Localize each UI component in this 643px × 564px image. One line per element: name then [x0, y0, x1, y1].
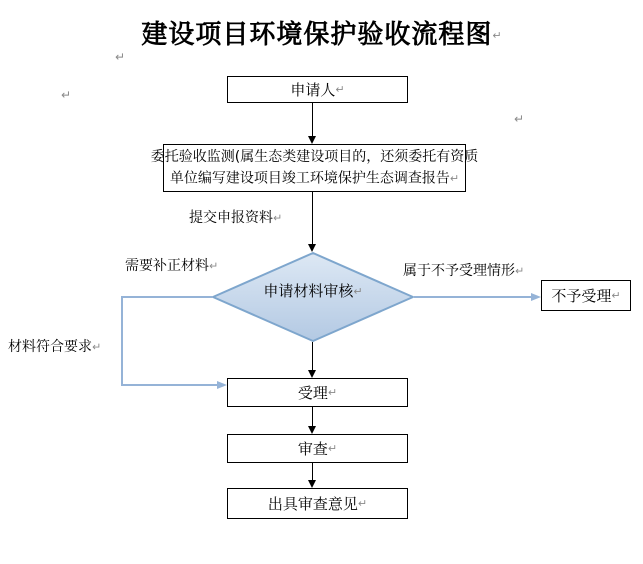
return-mark: ↵ — [611, 289, 621, 302]
connector-accept-examine-arrowhead — [308, 426, 316, 434]
node-review-text: 申请材料审核 — [263, 282, 354, 300]
return-mark: ↵ — [515, 264, 525, 278]
node-applicant — [227, 76, 408, 103]
connector-applicant-entrust-arrowhead — [308, 136, 316, 144]
connector-supplement-loop-bottom — [121, 384, 218, 386]
node-entrust-line2-wrap — [170, 168, 459, 190]
node-review-label — [211, 280, 415, 301]
node-entrust-line2: 单位编写建设项目竣工环境保护生态调查报告 — [169, 170, 450, 187]
node-examine — [227, 434, 408, 463]
node-entrust-monitoring — [150, 144, 479, 192]
node-examine-label: 审查 — [297, 440, 328, 458]
paragraph-mark: ↵ — [514, 112, 525, 126]
page-title — [0, 14, 643, 51]
edge-label-not-accept-text: 属于不予受理情形 — [403, 263, 515, 279]
node-reject — [541, 280, 631, 311]
connector-review-reject-line — [414, 296, 532, 298]
connector-review-accept-arrowhead — [308, 370, 316, 378]
return-mark: ↵ — [353, 285, 363, 298]
connector-supplement-loop-top — [121, 296, 213, 298]
return-mark: ↵ — [209, 259, 219, 273]
return-mark: ↵ — [449, 171, 460, 185]
paragraph-mark: ↵ — [61, 88, 72, 102]
edge-label-not-accept-case — [403, 260, 524, 280]
edge-label-meet-requirements-text: 材料符合要求 — [8, 339, 92, 355]
return-mark: ↵ — [357, 497, 368, 510]
connector-examine-opinion-arrowhead — [308, 480, 316, 488]
connector-applicant-entrust-line — [312, 103, 313, 137]
return-mark: ↵ — [273, 211, 283, 225]
connector-examine-opinion-line — [312, 463, 313, 481]
connector-supplement-loop-side — [121, 296, 123, 385]
node-accept-label: 受理 — [297, 384, 328, 402]
connector-supplement-loop-arrowhead — [217, 381, 227, 389]
node-accept — [227, 378, 408, 407]
connector-review-accept-line — [312, 342, 313, 371]
node-applicant-label: 申请人 — [290, 81, 336, 99]
return-mark: ↵ — [327, 442, 338, 455]
connector-accept-examine-line — [312, 407, 313, 427]
return-mark: ↵ — [92, 340, 102, 354]
node-reject-label: 不予受理 — [551, 287, 612, 305]
return-mark: ↵ — [335, 83, 345, 96]
node-opinion-label: 出具审查意见 — [267, 495, 358, 513]
edge-label-need-supplement-text: 需要补正材料 — [125, 258, 209, 274]
node-entrust-line1: 委托验收监测(属生态类建设项目的，还须委托有资质 — [150, 148, 479, 165]
connector-review-reject-arrowhead — [531, 293, 541, 301]
connector-entrust-review-line — [312, 192, 313, 245]
paragraph-mark: ↵ — [115, 50, 126, 64]
return-mark: ↵ — [327, 386, 338, 399]
edge-label-submit-materials — [189, 207, 282, 227]
edge-label-submit-text: 提交申报资料 — [189, 210, 273, 226]
page-title-text: 建设项目环境保护验收流程图 — [141, 20, 493, 50]
edge-label-meet-requirements — [8, 336, 101, 356]
node-opinion — [227, 488, 408, 519]
edge-label-need-supplement — [125, 255, 218, 275]
return-mark: ↵ — [492, 29, 502, 42]
